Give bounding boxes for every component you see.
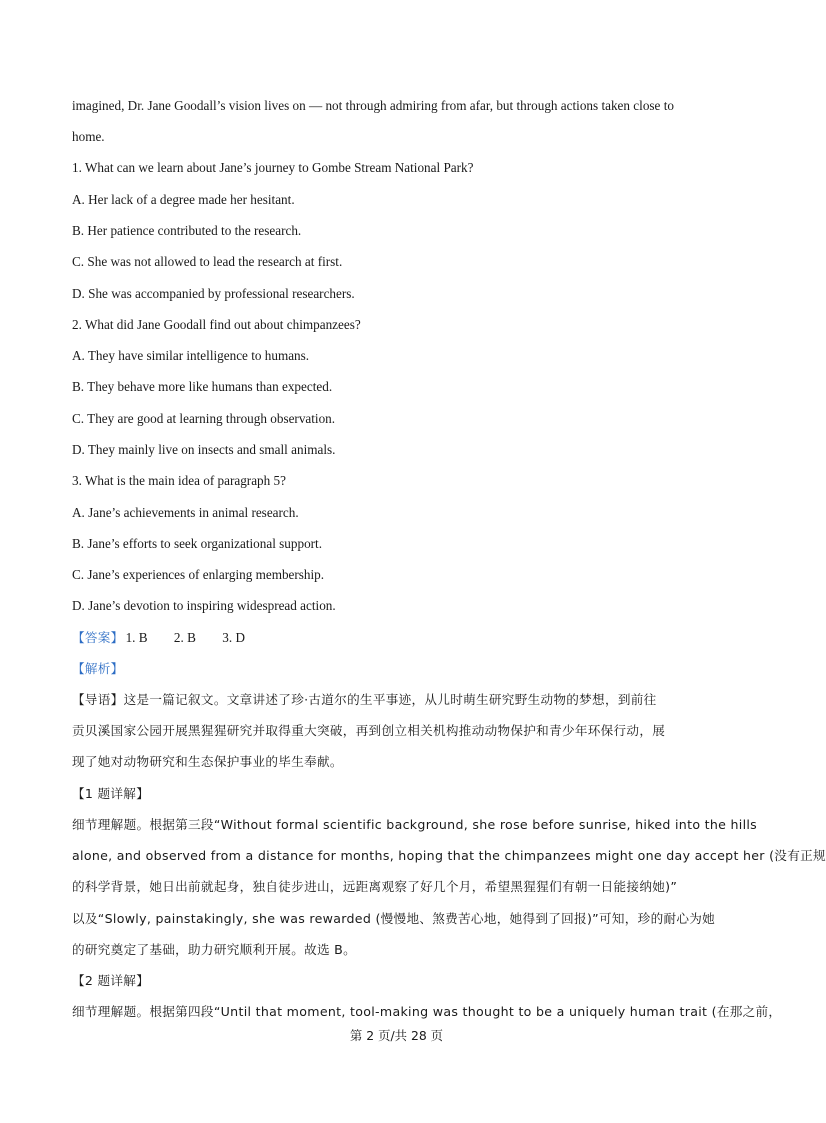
question-stem: 3. What is the main idea of paragraph 5? xyxy=(72,473,286,488)
detail-line: 以及“Slowly, painstakingly, she was rewarded (慢慢地、煞费苦心地，她得到了回报)”可知，珍的耐心为她 xyxy=(72,911,716,926)
option-line: D. They mainly live on insects and small animals. xyxy=(72,442,336,457)
detail-line: 细节理解题。根据第三段“Without formal scientific background, she rose before sunrise, hiked into the hills xyxy=(72,817,758,832)
option-line: A. They have similar intelligence to humans. xyxy=(72,348,310,363)
passage-line: home. xyxy=(72,129,105,144)
option-line: D. She was accompanied by professional researchers. xyxy=(72,286,355,301)
question-stem: 1. What can we learn about Jane’s journey to Gombe Stream National Park? xyxy=(72,160,474,175)
detail-heading: 【2 题详解】 xyxy=(72,973,150,988)
guide-line: 现了她对动物研究和生态保护事业的毕生奉献。 xyxy=(72,754,343,769)
option-line: C. She was not allowed to lead the research at first. xyxy=(72,254,343,269)
option-line: A. Jane’s achievements in animal research. xyxy=(72,505,299,520)
option-line: B. Her patience contributed to the research. xyxy=(72,223,302,238)
analysis-label: 【解析】 xyxy=(72,661,124,676)
option-line: A. Her lack of a degree made her hesitant. xyxy=(72,192,295,207)
page-footer: 第 2 页/共 28 页 xyxy=(349,1028,444,1043)
option-line: C. They are good at learning through observation. xyxy=(72,411,336,426)
detail-line: 的研究奠定了基础，助力研究顺利开展。故选 B。 xyxy=(72,942,357,957)
question-stem: 2. What did Jane Goodall find out about chimpanzees? xyxy=(72,317,361,332)
detail-heading: 【1 题详解】 xyxy=(72,786,150,801)
option-line: B. They behave more like humans than expected. xyxy=(72,379,333,394)
detail-line: alone, and observed from a distance for months, hoping that the chimpanzees might one day accept her (没有正规 xyxy=(72,848,826,863)
guide-line: 贡贝溪国家公园开展黑猩猩研究并取得重大突破，再到创立相关机构推动动物保护和青少年环保行动，展 xyxy=(72,723,666,738)
detail-line: 细节理解题。根据第四段“Until that moment, tool-making was thought to be a uniquely human trait (在那之前， xyxy=(72,1004,782,1019)
option-line: D. Jane’s devotion to inspiring widespread action. xyxy=(72,598,336,613)
detail-line: 的科学背景，她日出前就起身，独自徒步进山，远距离观察了好几个月，希望黑猩猩们有朝一日能接纳她)” xyxy=(72,879,678,894)
answer-line xyxy=(72,629,721,647)
guide-line: 【导语】这是一篇记叙文。文章讲述了珍·古道尔的生平事迹，从儿时萌生研究野生动物的梦想，到前往 xyxy=(72,692,657,707)
option-line: B. Jane’s efforts to seek organizational support. xyxy=(72,536,323,551)
answer-label: 【答案】 xyxy=(72,630,124,645)
passage-line: imagined, Dr. Jane Goodall’s vision lives on — not through admiring from afar, but through actions taken close to xyxy=(72,98,674,113)
answer-values: 1. B 2. B 3. D xyxy=(125,630,246,645)
option-line: C. Jane’s experiences of enlarging membership. xyxy=(72,567,325,582)
